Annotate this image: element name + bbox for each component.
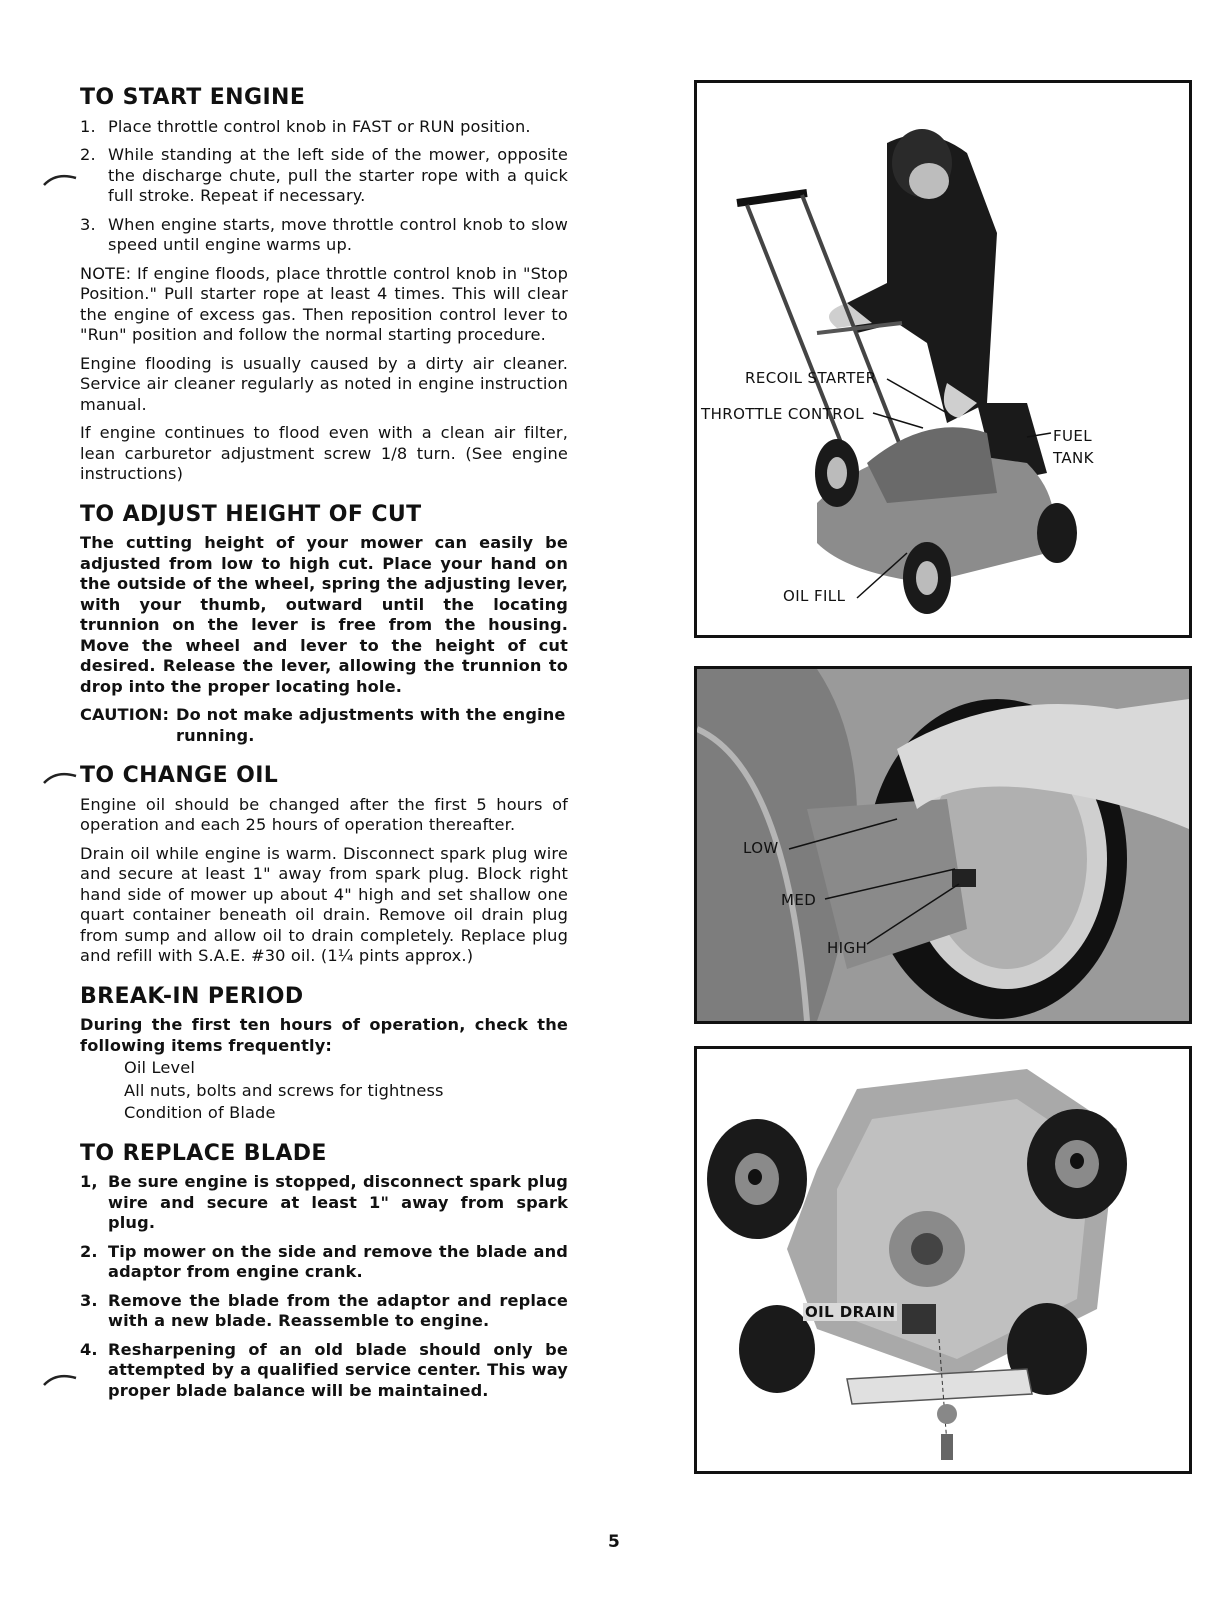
list-item: All nuts, bolts and screws for tightness	[124, 1080, 444, 1100]
blade-step-1: 1, Be sure engine is stopped, disconnect spark plug wire and secure at least 1" away from spark plug.	[80, 1172, 568, 1232]
change-oil-heading: TO CHANGE OIL	[80, 763, 279, 788]
fuel-label: FUEL	[1053, 427, 1093, 445]
caution-label: CAUTION:	[80, 705, 170, 724]
low-label: LOW	[743, 839, 779, 857]
flooding-paragraph: Engine flooding is usually caused by a dirty air cleaner. Service air cleaner regularly as noted in engine instruction manual.	[80, 353, 568, 414]
instructions-column	[80, 85, 568, 1409]
adjust-height-body: The cutting height of your mower can easily be adjusted from low to high cut. Place your hand on the outside of the wheel, spring the adjusting lever, with your thumb, outward until the locating trunnion on the lever is free from the housing. Move the wheel and lever to the height of cut desired. Release the lever, allowing the trunnion to drop into the proper locating hole.	[80, 533, 568, 696]
oil-interval-paragraph: Engine oil should be changed after the first 5 hours of operation and each 25 hours of operation thereafter.	[80, 794, 568, 834]
list-item: Oil Level	[124, 1058, 195, 1077]
adjust-height-heading: TO ADJUST HEIGHT OF CUT	[80, 501, 422, 527]
start-step-2: 2. While standing at the left side of the mower, opposite the discharge chute, pull the starter rope with a quick full stroke. Repeat if necessary.	[80, 145, 568, 205]
margin-mark-icon	[42, 770, 78, 784]
break-in-heading: BREAK-IN PERIOD	[80, 983, 304, 1009]
throttle-control-label: THROTTLE CONTROL	[701, 405, 864, 423]
tank-label: TANK	[1053, 449, 1094, 467]
blade-step-2: 2. Tip mower on the side and remove the blade and adaptor from engine crank.	[80, 1241, 568, 1281]
page-number: 5	[608, 1532, 620, 1552]
caution-text: Do not make adjustments with the engine running.	[176, 705, 566, 745]
starting-engine-photo	[694, 80, 1192, 638]
margin-mark-icon	[42, 1372, 78, 1386]
mower-operator-illustration	[697, 83, 1189, 635]
recoil-starter-label: RECOIL STARTER	[745, 369, 877, 387]
oil-drain-label: OIL DRAIN	[805, 1303, 896, 1321]
high-label: HIGH	[827, 939, 868, 957]
oil-fill-label: OIL FILL	[783, 587, 846, 605]
height-adjust-photo	[694, 666, 1192, 1024]
med-label: MED	[781, 891, 817, 909]
oil-drain-photo	[694, 1046, 1192, 1474]
list-item: Condition of Blade	[124, 1103, 276, 1122]
start-step-3: 3. When engine starts, move throttle control knob to slow speed until engine warms up.	[80, 214, 568, 254]
break-in-checklist	[124, 1058, 568, 1124]
blade-step-3: 3. Remove the blade from the adaptor and replace with a new blade. Reassemble to engine.	[80, 1290, 568, 1330]
flood-note: NOTE: If engine floods, place throttle control knob in "Stop Position." Pull starter rope at least 4 times. This will clear the engine of excess gas. Then reposition control lever to "Run" position and follow the normal starting procedure.	[80, 263, 568, 344]
start-step-1: 1. Place throttle control knob in FAST or RUN position.	[80, 116, 531, 136]
mower-underside-illustration	[697, 1049, 1189, 1471]
replace-blade-heading: TO REPLACE BLADE	[80, 1140, 327, 1166]
break-in-body: During the first ten hours of operation, check the following items frequently:	[80, 1015, 568, 1055]
margin-mark-icon	[42, 172, 78, 186]
caution-note	[80, 705, 568, 746]
blade-step-4: 4. Resharpening of an old blade should only be attempted by a qualified service center. This way proper blade balance will be maintained.	[80, 1339, 568, 1400]
start-engine-heading: TO START ENGINE	[80, 85, 306, 110]
continue-flooding-paragraph: If engine continues to flood even with a clean air filter, lean carburetor adjustment screw 1/8 turn. (See engine instructions)	[80, 423, 568, 483]
oil-drain-paragraph: Drain oil while engine is warm. Disconnect spark plug wire and secure at least 1" away from spark plug. Block right hand side of mower up about 4" high and set shallow one quart container beneath oil drain. Remove oil drain plug from sump and allow oil to drain completely. Replace plug and refill with S.A.E. #30 oil. (1¼ pints approx.)	[80, 843, 568, 965]
